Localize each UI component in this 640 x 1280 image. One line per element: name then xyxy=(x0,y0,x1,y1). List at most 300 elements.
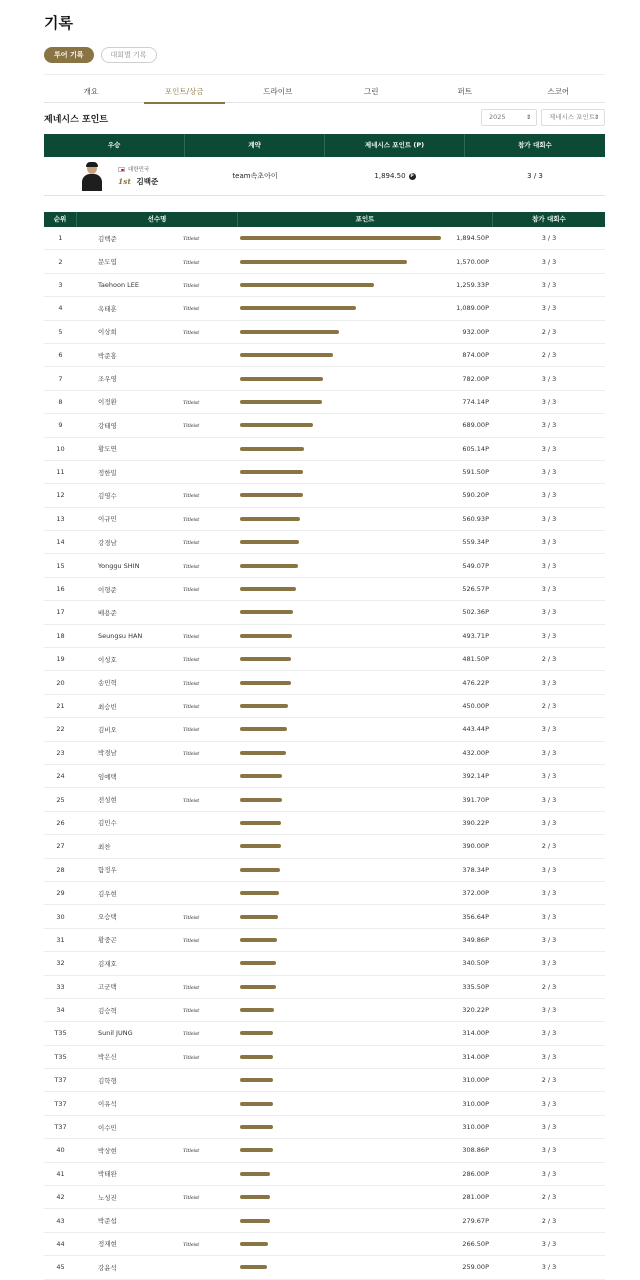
player-name[interactable]: 김재호 xyxy=(98,959,117,968)
rank-cell: T35 xyxy=(54,1029,67,1038)
sponsor-logo-cell xyxy=(167,491,238,499)
table-row[interactable] xyxy=(44,1163,605,1186)
points-bar xyxy=(240,1242,268,1246)
events-cell: 3 / 3 xyxy=(541,585,557,594)
winner-points: 1,894.50 xyxy=(374,172,406,180)
sponsor-logo-cell xyxy=(167,304,238,312)
player-name[interactable]: 옥태훈 xyxy=(98,304,117,313)
rank-cell: 45 xyxy=(56,1263,65,1272)
events-cell: 3 / 3 xyxy=(541,1029,557,1038)
table-row[interactable] xyxy=(44,1022,605,1045)
sponsor-logo-cell xyxy=(167,796,238,804)
events-cell: 3 / 3 xyxy=(541,608,557,617)
titleist-logo: Titleist xyxy=(183,1054,200,1061)
player-name[interactable]: 박상현 xyxy=(98,1146,117,1155)
tab-green[interactable]: 그린 xyxy=(364,87,379,96)
player-name[interactable]: 전성현 xyxy=(98,796,117,805)
rank-table-body xyxy=(44,227,605,1280)
sponsor-logo-cell xyxy=(167,1240,238,1248)
sponsor-logo-cell xyxy=(167,749,238,757)
winner-header-points: 제네시스 포인트 (P) xyxy=(325,134,465,157)
player-name[interactable]: 정재현 xyxy=(98,1240,117,1249)
table-row[interactable] xyxy=(44,344,605,367)
rank-cell: 21 xyxy=(56,702,65,710)
events-cell: 3 / 3 xyxy=(541,444,557,453)
table-row[interactable] xyxy=(44,1069,605,1092)
player-name[interactable]: 김민수 xyxy=(98,819,117,828)
chevron-updown-icon: ⇕ xyxy=(525,114,531,121)
points-value: 605.14P xyxy=(462,444,489,453)
player-name[interactable]: 강경남 xyxy=(98,538,117,547)
events-cell: 3 / 3 xyxy=(541,631,557,640)
page-title: 기록 xyxy=(44,14,73,32)
rank-cell: 5 xyxy=(58,327,63,336)
table-row[interactable] xyxy=(44,601,605,624)
points-value: 349.86P xyxy=(462,935,489,944)
points-bar xyxy=(240,657,291,661)
points-value: 476.22P xyxy=(462,678,489,687)
player-name[interactable]: Taehoon LEE xyxy=(98,280,139,289)
titleist-logo: Titleist xyxy=(183,680,200,687)
table-row[interactable] xyxy=(44,508,605,531)
player-name[interactable]: 이수민 xyxy=(98,1123,117,1132)
player-name[interactable]: 이성호 xyxy=(98,655,117,664)
table-row[interactable] xyxy=(44,1186,605,1209)
player-name[interactable]: 함정우 xyxy=(98,866,117,875)
rank-cell: 17 xyxy=(56,608,65,617)
rank-cell: 41 xyxy=(56,1169,65,1178)
points-bar xyxy=(240,1148,273,1152)
rank-cell: T35 xyxy=(54,1052,67,1061)
winner-header-win: 우승 xyxy=(44,134,185,157)
sponsor-logo-cell xyxy=(167,421,238,429)
events-cell: 3 / 3 xyxy=(541,818,557,827)
winner-sponsor: team속초아이 xyxy=(232,172,278,180)
points-bar xyxy=(240,540,299,544)
sponsor-logo-cell xyxy=(167,983,238,991)
tab-putt[interactable]: 퍼트 xyxy=(457,87,472,96)
points-value: 314.00P xyxy=(462,1029,489,1038)
table-row[interactable] xyxy=(44,952,605,975)
table-row[interactable] xyxy=(44,461,605,484)
events-cell: 2 / 3 xyxy=(541,1193,557,1202)
point-icon: P xyxy=(410,173,414,179)
table-row[interactable] xyxy=(44,1046,605,1069)
event-record-pill[interactable]: 대회별 기록 xyxy=(101,47,157,63)
rank-cell: 2 xyxy=(58,257,63,266)
points-value: 481.50P xyxy=(462,655,489,664)
points-value: 356.64P xyxy=(462,912,489,921)
player-name[interactable]: 이형준 xyxy=(98,585,117,594)
player-name[interactable]: 박준섭 xyxy=(98,1217,117,1226)
events-cell: 3 / 3 xyxy=(541,491,557,500)
rank-cell: T37 xyxy=(54,1076,67,1085)
points-value: 559.34P xyxy=(462,538,489,547)
points-value: 310.00P xyxy=(462,1099,489,1108)
player-name[interactable]: 오승택 xyxy=(98,913,117,922)
titleist-logo: Titleist xyxy=(183,329,200,336)
points-bar-cell xyxy=(238,704,493,708)
sponsor-logo-cell xyxy=(167,258,238,266)
winner-player-cell[interactable] xyxy=(44,157,185,195)
rank-cell: 32 xyxy=(56,959,65,968)
points-value: 1,089.00P xyxy=(456,304,489,313)
player-name[interactable]: 강태영 xyxy=(98,421,117,430)
section-title: 제네시스 포인트 xyxy=(44,115,108,125)
events-cell: 3 / 3 xyxy=(541,421,557,430)
player-name[interactable]: 고군택 xyxy=(98,983,117,992)
rank-cell: 16 xyxy=(56,585,65,594)
rank-cell: 12 xyxy=(56,491,65,500)
events-cell: 3 / 3 xyxy=(541,234,557,243)
player-name[interactable]: 배용준 xyxy=(98,608,117,617)
points-bar xyxy=(240,1008,274,1012)
korea-flag-icon xyxy=(118,167,125,172)
points-value: 378.34P xyxy=(462,865,489,874)
table-row[interactable] xyxy=(44,976,605,999)
rank-header-events: 참가 대회수 xyxy=(532,215,566,223)
points-value: 689.00P xyxy=(462,421,489,430)
mode-select-value: 제네시스 포인트 xyxy=(549,113,596,121)
rank-cell: 15 xyxy=(56,561,65,570)
mode-select[interactable] xyxy=(541,109,605,126)
table-row[interactable] xyxy=(44,718,605,741)
titleist-logo: Titleist xyxy=(183,1148,200,1155)
titleist-logo: Titleist xyxy=(183,633,200,640)
table-row[interactable] xyxy=(44,297,605,320)
rank-cell: 22 xyxy=(56,725,65,734)
points-bar xyxy=(240,821,281,825)
points-value: 1,894.50P xyxy=(456,234,489,243)
player-name[interactable]: 김우현 xyxy=(98,889,117,898)
player-name[interactable]: 박태완 xyxy=(98,1170,117,1179)
events-cell: 3 / 3 xyxy=(541,748,557,757)
points-bar xyxy=(240,353,333,357)
points-value: 782.00P xyxy=(462,374,489,383)
points-value: 932.00P xyxy=(462,327,489,336)
player-name[interactable]: 노성진 xyxy=(98,1193,117,1202)
sponsor-logo-cell xyxy=(167,1006,238,1014)
table-row[interactable] xyxy=(44,742,605,765)
titleist-logo: Titleist xyxy=(183,727,200,734)
points-value: 266.50P xyxy=(462,1239,489,1248)
points-bar xyxy=(240,1125,273,1129)
rank-header-points: 포인트 xyxy=(238,212,493,227)
events-cell: 2 / 3 xyxy=(541,702,557,710)
titleist-logo: Titleist xyxy=(183,587,200,594)
points-value: 286.00P xyxy=(462,1169,489,1178)
points-bar xyxy=(240,704,288,708)
rank-cell: 28 xyxy=(56,865,65,874)
player-name[interactable]: Seungsu HAN xyxy=(98,631,143,640)
player-name[interactable]: 김영수 xyxy=(98,491,117,500)
points-bar xyxy=(240,915,278,919)
rank-cell: 40 xyxy=(56,1146,65,1155)
points-value: 372.00P xyxy=(462,889,489,898)
player-name[interactable]: 최승빈 xyxy=(98,702,117,711)
points-bar xyxy=(240,470,303,474)
table-row[interactable] xyxy=(44,835,605,858)
tour-record-pill[interactable]: 투어 기록 xyxy=(44,47,94,63)
player-name[interactable]: 박은신 xyxy=(98,1053,117,1062)
events-cell: 3 / 3 xyxy=(541,538,557,547)
sponsor-logo-cell xyxy=(167,1193,238,1201)
events-cell: 3 / 3 xyxy=(541,304,557,313)
rank-header-player: 선수명 xyxy=(77,212,238,227)
titleist-logo: Titleist xyxy=(183,937,200,944)
points-value: 390.22P xyxy=(462,818,489,827)
sponsor-logo-cell xyxy=(167,725,238,733)
table-row[interactable] xyxy=(44,321,605,344)
points-bar xyxy=(240,727,287,731)
table-row[interactable] xyxy=(44,648,605,671)
player-name[interactable]: 황중곤 xyxy=(98,936,117,945)
events-cell: 2 / 3 xyxy=(541,1076,557,1085)
points-bar xyxy=(240,1265,267,1269)
table-row[interactable] xyxy=(44,484,605,507)
events-cell: 3 / 3 xyxy=(541,1006,557,1015)
table-row[interactable] xyxy=(44,367,605,390)
events-cell: 3 / 3 xyxy=(541,1239,557,1248)
table-row[interactable] xyxy=(44,554,605,577)
points-value: 310.00P xyxy=(462,1076,489,1085)
winner-row xyxy=(44,157,605,196)
rank-cell: 4 xyxy=(58,304,63,313)
titleist-logo: Titleist xyxy=(183,259,200,266)
points-bar xyxy=(240,447,304,451)
rank-cell: 18 xyxy=(56,631,65,640)
points-value: 279.67P xyxy=(462,1216,489,1225)
points-bar xyxy=(240,681,291,685)
titleist-logo: Titleist xyxy=(183,516,200,523)
player-name[interactable]: Sunil JUNG xyxy=(98,1029,133,1038)
tab-overview[interactable]: 개요 xyxy=(83,87,98,96)
points-bar xyxy=(240,634,292,638)
player-name[interactable]: 이상희 xyxy=(98,328,117,337)
player-name[interactable]: 이유석 xyxy=(98,1100,117,1109)
events-cell: 3 / 3 xyxy=(541,397,557,406)
points-value: 493.71P xyxy=(462,631,489,640)
events-cell: 3 / 3 xyxy=(541,280,557,289)
rank-cell: T37 xyxy=(54,1099,67,1108)
points-bar xyxy=(240,774,282,778)
points-bar xyxy=(240,1055,273,1059)
points-bar xyxy=(240,1219,270,1223)
table-row[interactable] xyxy=(44,1116,605,1139)
rank-cell: 13 xyxy=(56,514,65,523)
rank-cell: 25 xyxy=(56,795,65,804)
player-name[interactable]: 김백준 xyxy=(98,234,117,243)
points-value: 320.22P xyxy=(462,1006,489,1015)
events-cell: 3 / 3 xyxy=(541,1099,557,1108)
rank-header-rank: 순위 xyxy=(44,212,77,227)
winner-events: 3 / 3 xyxy=(527,172,543,180)
titleist-logo: Titleist xyxy=(183,914,200,921)
player-name[interactable]: 황도연 xyxy=(98,445,117,454)
points-bar xyxy=(240,260,407,264)
rank-cell: 8 xyxy=(58,397,63,406)
titleist-logo: Titleist xyxy=(183,236,200,243)
rank-cell: 11 xyxy=(56,468,65,477)
table-row[interactable] xyxy=(44,1092,605,1115)
rank-table-header xyxy=(44,212,605,227)
table-row[interactable] xyxy=(44,929,605,952)
points-value: 560.93P xyxy=(462,514,489,523)
points-bar xyxy=(240,610,293,614)
player-name[interactable]: 문도엽 xyxy=(98,258,117,267)
rank-cell: 3 xyxy=(58,280,63,289)
events-cell: 3 / 3 xyxy=(541,561,557,570)
player-name[interactable]: 송민혁 xyxy=(98,679,117,688)
points-value: 874.00P xyxy=(462,351,489,360)
events-cell: 3 / 3 xyxy=(541,772,557,781)
table-row[interactable] xyxy=(44,999,605,1022)
titleist-logo: Titleist xyxy=(183,1241,200,1248)
player-name[interactable]: 박준홍 xyxy=(98,351,117,360)
points-bar xyxy=(240,564,298,568)
player-name[interactable]: 이정환 xyxy=(98,398,117,407)
table-row[interactable] xyxy=(44,250,605,273)
rank-cell: 26 xyxy=(56,818,65,827)
events-cell: 3 / 3 xyxy=(541,865,557,874)
table-row[interactable] xyxy=(44,882,605,905)
rank-cell: 34 xyxy=(56,1006,65,1015)
points-value: 310.00P xyxy=(462,1123,489,1132)
rank-cell: T37 xyxy=(54,1123,67,1132)
points-value: 549.07P xyxy=(462,561,489,570)
player-name[interactable]: 강윤석 xyxy=(98,1263,117,1272)
player-name[interactable]: 박경남 xyxy=(98,749,117,758)
player-name[interactable]: Yonggu SHIN xyxy=(98,561,140,570)
events-cell: 2 / 3 xyxy=(541,1216,557,1225)
table-row[interactable] xyxy=(44,227,605,250)
stats-tabs xyxy=(44,84,605,103)
winner-ordinal: 1st xyxy=(118,177,131,186)
points-value: 443.44P xyxy=(462,725,489,734)
sponsor-logo-cell xyxy=(167,328,238,336)
points-bar xyxy=(240,961,276,965)
table-row[interactable] xyxy=(44,391,605,414)
player-name[interactable]: 정한밀 xyxy=(98,468,117,477)
points-bar xyxy=(240,844,281,848)
table-row[interactable] xyxy=(44,765,605,788)
points-bar xyxy=(240,517,300,521)
tab-score[interactable]: 스코어 xyxy=(547,87,570,96)
table-row[interactable] xyxy=(44,1139,605,1162)
points-bar xyxy=(240,493,303,497)
titleist-logo: Titleist xyxy=(183,540,200,547)
titleist-logo: Titleist xyxy=(183,1008,200,1015)
player-name[interactable]: 조우영 xyxy=(98,375,117,384)
table-row[interactable] xyxy=(44,578,605,601)
rank-cell: 43 xyxy=(56,1216,65,1225)
player-name[interactable]: 최찬 xyxy=(98,842,111,851)
rank-cell: 6 xyxy=(58,351,63,360)
rank-cell: 31 xyxy=(56,935,65,944)
events-cell: 3 / 3 xyxy=(541,889,557,898)
points-bar xyxy=(240,1172,270,1176)
table-row[interactable] xyxy=(44,531,605,554)
tab-points-prize[interactable]: 포인트/상금 xyxy=(138,84,232,102)
titleist-logo: Titleist xyxy=(183,423,200,430)
table-row[interactable] xyxy=(44,438,605,461)
player-name[interactable]: 이규민 xyxy=(98,515,117,524)
points-bar xyxy=(240,587,296,591)
table-row[interactable] xyxy=(44,812,605,835)
points-bar xyxy=(240,891,279,895)
events-cell: 3 / 3 xyxy=(541,514,557,523)
titleist-logo: Titleist xyxy=(183,399,200,406)
rank-cell: 20 xyxy=(56,678,65,687)
rank-cell: 10 xyxy=(56,444,65,453)
table-row[interactable] xyxy=(44,788,605,811)
table-row[interactable] xyxy=(44,695,605,718)
table-row[interactable] xyxy=(44,625,605,648)
titleist-logo: Titleist xyxy=(183,704,200,710)
sponsor-logo-cell xyxy=(167,234,238,242)
events-cell: 3 / 3 xyxy=(541,912,557,921)
points-value: 281.00P xyxy=(462,1193,489,1202)
rank-cell: 29 xyxy=(56,889,65,898)
titleist-logo: Titleist xyxy=(183,493,200,500)
events-cell: 2 / 3 xyxy=(541,327,557,336)
rank-cell: 27 xyxy=(56,842,65,851)
sponsor-logo-cell xyxy=(167,936,238,944)
rank-cell: 9 xyxy=(58,421,63,430)
titleist-logo: Titleist xyxy=(183,797,200,804)
table-row[interactable] xyxy=(44,1233,605,1256)
tab-drive[interactable]: 드라이브 xyxy=(263,87,293,96)
points-value: 259.00P xyxy=(462,1263,489,1272)
events-cell: 3 / 3 xyxy=(541,935,557,944)
winner-nationality: 대한민국 xyxy=(128,167,150,173)
winner-table-header xyxy=(44,134,605,157)
player-name[interactable]: 임예택 xyxy=(98,772,117,781)
sponsor-logo-cell xyxy=(167,398,238,406)
table-row[interactable] xyxy=(44,1209,605,1232)
table-row[interactable] xyxy=(44,1256,605,1279)
points-value: 340.50P xyxy=(462,959,489,968)
table-row[interactable] xyxy=(44,671,605,694)
player-name[interactable]: 김학형 xyxy=(98,1076,117,1085)
player-name[interactable]: 김승혁 xyxy=(98,1006,117,1015)
table-row[interactable] xyxy=(44,905,605,928)
points-value: 314.00P xyxy=(462,1052,489,1061)
points-bar xyxy=(240,751,286,755)
points-value: 392.14P xyxy=(462,772,489,781)
table-row[interactable] xyxy=(44,414,605,437)
points-value: 390.00P xyxy=(462,842,489,851)
sponsor-logo-cell xyxy=(167,281,238,289)
rank-cell: 23 xyxy=(56,748,65,757)
events-cell: 3 / 3 xyxy=(541,959,557,968)
points-bar xyxy=(240,1102,273,1106)
sponsor-logo-cell xyxy=(167,515,238,523)
points-value: 450.00P xyxy=(462,702,489,710)
titleist-logo: Titleist xyxy=(183,984,200,991)
sponsor-logo-cell xyxy=(167,585,238,593)
player-name[interactable]: 김비오 xyxy=(98,725,117,734)
sponsor-logo-cell xyxy=(167,1146,238,1154)
table-row[interactable] xyxy=(44,859,605,882)
rank-cell: 33 xyxy=(56,982,65,991)
record-type-toggle xyxy=(44,47,157,63)
year-select[interactable] xyxy=(481,109,537,126)
events-cell: 2 / 3 xyxy=(541,351,557,360)
titleist-logo: Titleist xyxy=(183,563,200,570)
table-row[interactable] xyxy=(44,274,605,297)
points-value: 1,259.33P xyxy=(456,280,489,289)
